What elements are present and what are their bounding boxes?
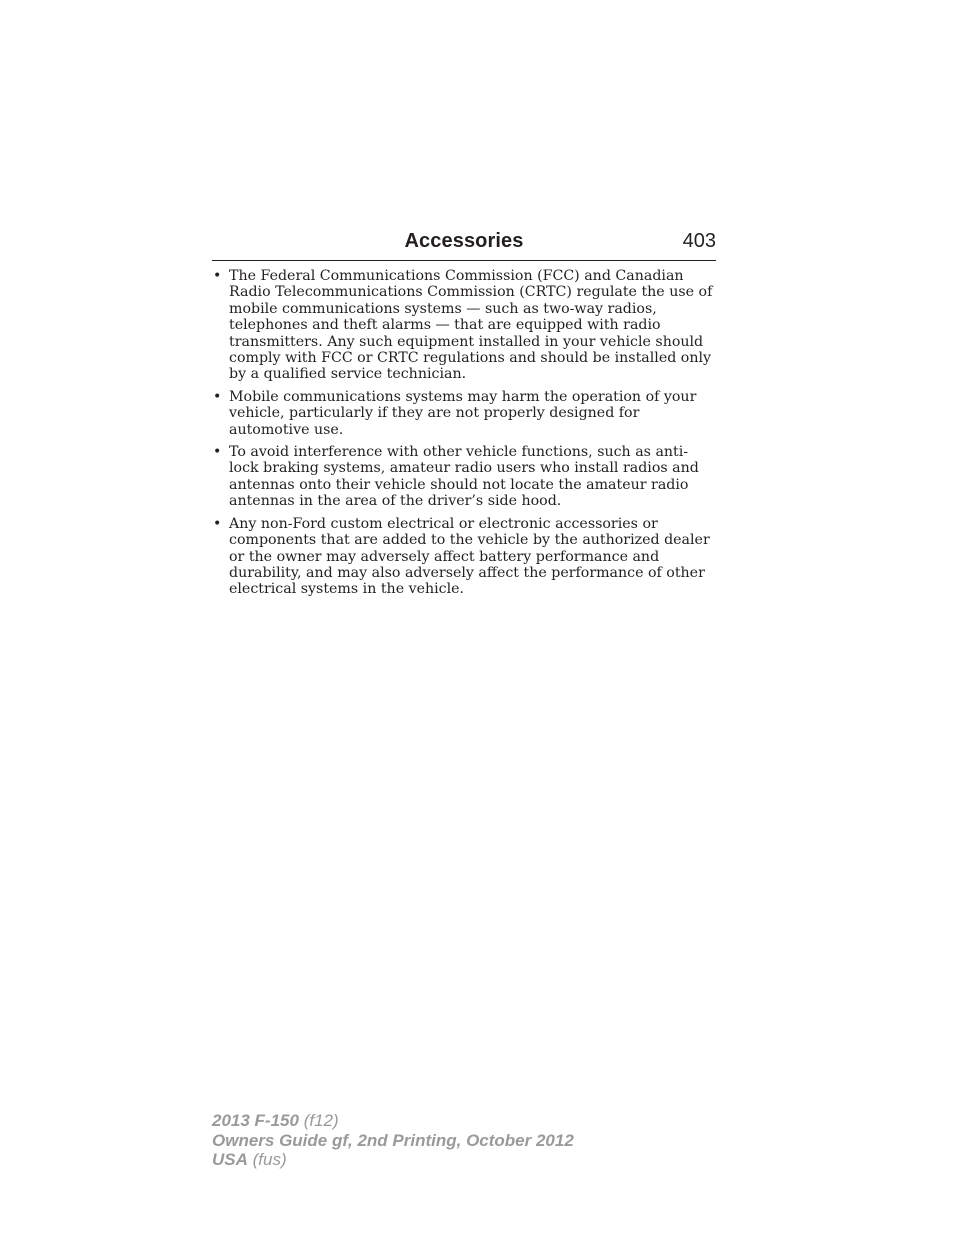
list-item xyxy=(212,268,716,383)
bullet-icon: • xyxy=(213,515,222,532)
footer-market-line xyxy=(212,1150,574,1170)
bullet-text: Any non-Ford custom electrical or electronic accessories or components that are added to the vehicle by the authorized dealer or the owner may adversely affect battery performance and durability, and may also adversely affect the performance of other electrical systems in the vehicle. xyxy=(229,515,710,598)
bullet-icon: • xyxy=(213,444,222,461)
list-item xyxy=(212,389,716,438)
footer-edition: Owners Guide gf, 2nd Printing, October 2012 xyxy=(212,1130,574,1150)
footer-model-code: (f12) xyxy=(303,1111,339,1130)
page-footer xyxy=(212,1111,574,1170)
page-number: 403 xyxy=(682,230,716,252)
footer-market-code: (fus) xyxy=(252,1150,287,1169)
list-item xyxy=(212,516,716,598)
bullet-icon: • xyxy=(213,268,222,284)
bullet-text: To avoid interference with other vehicle functions, such as anti-lock braking systems, amateur radio users who install radios and antennas onto their vehicle should not locate the amateur radio antennas in the area of the driver’s side hood. xyxy=(229,444,699,510)
bullet-list xyxy=(212,268,716,604)
list-item xyxy=(212,444,716,510)
bullet-icon: • xyxy=(213,388,222,405)
footer-model: 2013 F-150 xyxy=(212,1111,299,1130)
footer-model-line xyxy=(212,1111,574,1131)
bullet-text: Mobile communications systems may harm the operation of your vehicle, particularly if they are not properly designed for automotive use. xyxy=(229,388,697,438)
footer-edition-line xyxy=(212,1131,574,1151)
page-header xyxy=(212,228,716,261)
section-title: Accessories xyxy=(404,230,524,252)
footer-market: USA xyxy=(212,1150,248,1169)
bullet-text: The Federal Communications Commission (FCC) and Canadian Radio Telecommunications Commission (CRTC) regulate the use of mobile communications systems — such as two-way radios, telephones and theft alarms — that are equipped with radio transmitters. Any such equipment installed in your vehicle should comply with FCC or CRTC regulations and should be installed only by a qualified service technician. xyxy=(229,268,713,383)
